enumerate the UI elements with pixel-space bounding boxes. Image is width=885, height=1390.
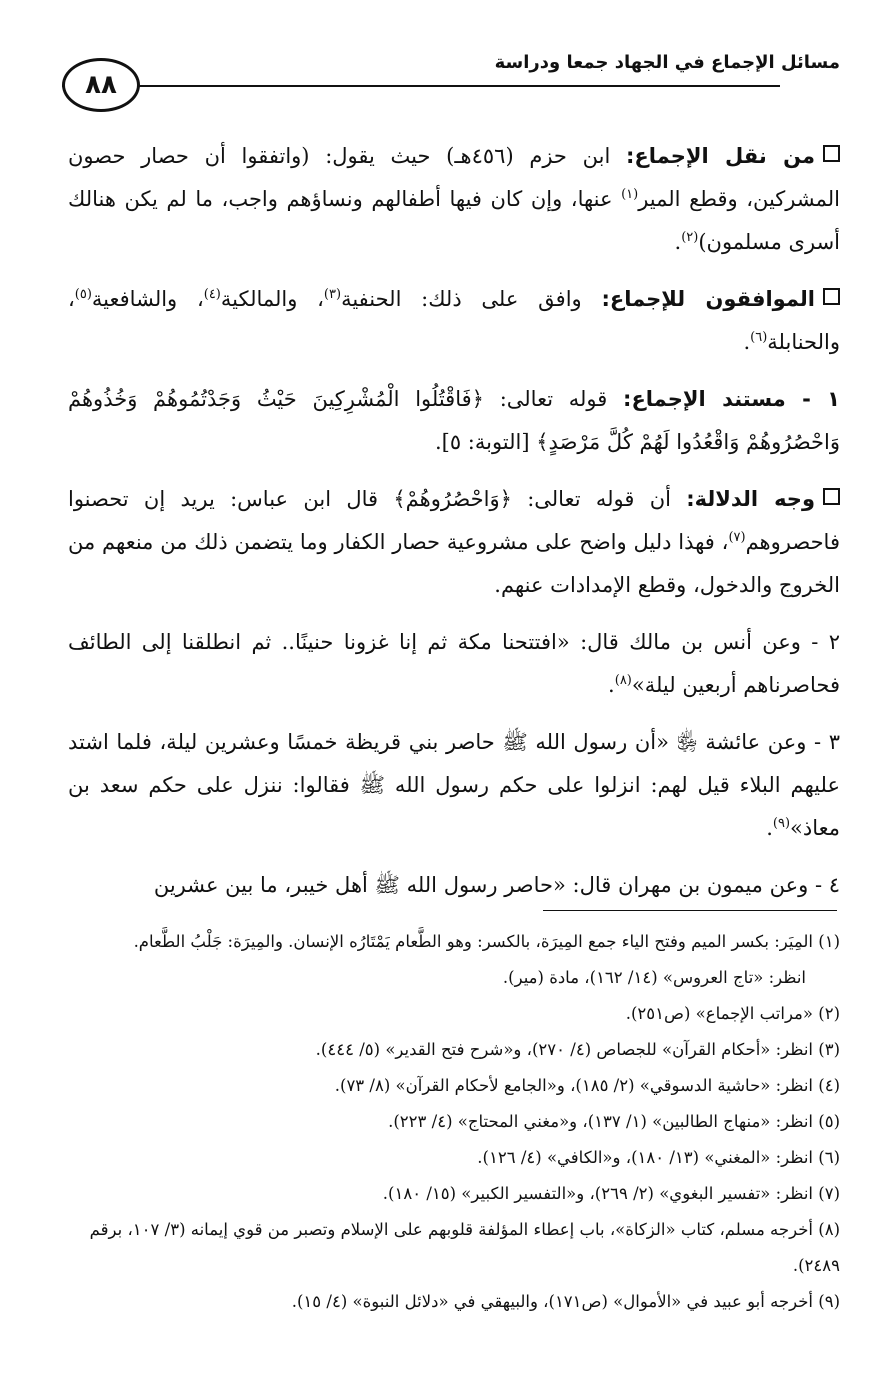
footnote-ref: (٨) <box>614 673 632 688</box>
paragraph-text: ابن حزم (٤٥٦هـ) حيث يقول: (واتفقوا أن حصار حصون المشركين، وقطع المير <box>68 144 840 211</box>
paragraph-text: . <box>674 230 682 254</box>
footnote-separator <box>543 910 837 911</box>
paragraph-text: . <box>766 816 773 840</box>
paragraph-basis <box>68 378 840 464</box>
paragraph-text: ، والمالكية <box>220 287 324 311</box>
footnote-item: (٧) انظر: «تفسير البغوي» (٢/ ٢٦٩)، و«التفسير الكبير» (١٥/ ١٨٠). <box>382 1184 840 1203</box>
paragraph-agreeing <box>68 278 840 364</box>
paragraph-transmitters <box>68 135 840 264</box>
footnote-item: (٥) انظر: «منهاج الطالبين» (١/ ١٣٧)، و«مغني المحتاج» (٤/ ٢٢٣). <box>388 1112 840 1131</box>
paragraph-text: ، فهذا دليل واضح على مشروعية حصار الكفار وما يتضمن ذلك من منعهم من الخروج والدخول، وقطع الإمدادات عنهم. <box>68 530 840 597</box>
running-title: مسائل الإجماع في الجهاد جمعا ودراسة <box>494 52 840 73</box>
square-bullet-icon <box>823 145 840 162</box>
paragraph-text: قوله تعالى: ﴿فَاقْتُلُوا الْمُشْرِكِينَ حَيْثُ وَجَدْتُمُوهُمْ وَخُذُوهُمْ وَاحْصُرُوهُمْ وَاقْعُدُوا لَهُمْ كُلَّ مَرْصَدٍ﴾ [التوبة: ٥]. <box>68 387 840 454</box>
paragraph-text: وافق على ذلك: الحنفية <box>341 287 602 311</box>
paragraph-lead: وجه الدلالة: <box>686 487 815 511</box>
footnote-item: (٢) «مراتب الإجماع» (ص٢٥١). <box>625 1004 840 1023</box>
square-bullet-icon <box>823 288 840 305</box>
paragraph-text: . <box>743 330 751 354</box>
footnote-item: (٣) انظر: «أحكام القرآن» للجصاص (٤/ ٢٧٠)، و«شرح فتح القدير» (٥/ ٤٤٤). <box>315 1040 840 1059</box>
footnotes <box>58 924 840 1320</box>
paragraph-text: ٤ - وعن ميمون بن مهران قال: «حاصر رسول الله ﷺ أهل خيبر، ما بين عشرين <box>153 873 840 897</box>
paragraph-text: ، والحنابلة <box>68 287 840 354</box>
footnote-ref: (٢) <box>681 230 699 245</box>
paragraph-text: ، والشافعية <box>91 287 204 311</box>
footnote-item: (٤) انظر: «حاشية الدسوقي» (٢/ ١٨٥)، و«الجامع لأحكام القرآن» (٨/ ٧٣). <box>334 1076 840 1095</box>
paragraph-text: ٢ - وعن أنس بن مالك قال: «افتتحنا مكة ثم إنا غزونا حنينًا.. ثم انطلقنا إلى الطائف فحاصرناهم أربعين ليلة» <box>68 630 840 697</box>
paragraph-text: . <box>608 673 615 697</box>
header-rule <box>62 85 780 87</box>
footnote-item: (٩) أخرجه أبو عبيد في «الأموال» (ص١٧١)، والبيهقي في «دلائل النبوة» (٤/ ١٥). <box>291 1292 840 1311</box>
footnote-ref: (٤) <box>203 287 221 302</box>
page-header <box>62 50 840 114</box>
paragraph-lead: من نقل الإجماع: <box>625 144 815 168</box>
footnote-item: (٨) أخرجه مسلم، كتاب «الزكاة»، باب إعطاء المؤلفة قلوبهم على الإسلام وتصبر من قوي إيمانه (٣/ ١٠٧، برقم ٢٤٨٩). <box>89 1220 840 1275</box>
paragraph-hadith-maymun <box>68 864 840 907</box>
footnote-ref: (٩) <box>772 816 791 831</box>
paragraph-lead: الموافقون للإجماع: <box>601 287 815 311</box>
paragraph-text: ٣ - وعن عائشة ﵂ «أن رسول الله ﷺ حاصر بني قريظة خمسًا وعشرين ليلة، فلما اشتد عليهم البلاء قيل لهم: انزلوا على حكم رسول الله ﷺ فقالوا: ننزل على حكم سعد بن معاذ» <box>68 730 840 840</box>
footnote-ref: (٦) <box>750 330 768 345</box>
footnote-ref: (٧) <box>728 530 746 545</box>
footnote-ref: (٥) <box>74 287 92 302</box>
paragraph-hadith-anas <box>68 621 840 707</box>
footnote-item: انظر: «تاج العروس» (١٤/ ١٦٢)، مادة (مير). <box>502 968 806 987</box>
paragraph-text: عنها، وإن كان فيها أطفالهم ونساؤهم واجب، ما لم يكن هنالك أسرى مسلمون) <box>68 187 840 254</box>
main-text <box>68 135 840 921</box>
square-bullet-icon <box>823 488 840 505</box>
paragraph-lead: ١ - مستند الإجماع: <box>623 387 840 411</box>
page-number: ٨٨ <box>62 58 140 112</box>
footnote-item: (١) المِيَر: بكسر الميم وفتح الياء جمع المِيرَة، بالكسر: وهو الطَّعام يَمْتَارُه الإنسان. والمِيرَة: جَلْبُ الطَّعام. <box>133 932 840 951</box>
paragraph-evidence <box>68 478 840 607</box>
footnote-ref: (١) <box>621 187 639 202</box>
footnote-item: (٦) انظر: «المغني» (١٣/ ١٨٠)، و«الكافي» (٤/ ١٢٦). <box>477 1148 840 1167</box>
paragraph-hadith-aisha <box>68 721 840 850</box>
footnote-ref: (٣) <box>323 287 342 302</box>
paragraph-text: أن قوله تعالى: ﴿وَاحْصُرُوهُمْ﴾ قال ابن عباس: يريد إن تحصنوا فاحصروهم <box>68 487 840 554</box>
